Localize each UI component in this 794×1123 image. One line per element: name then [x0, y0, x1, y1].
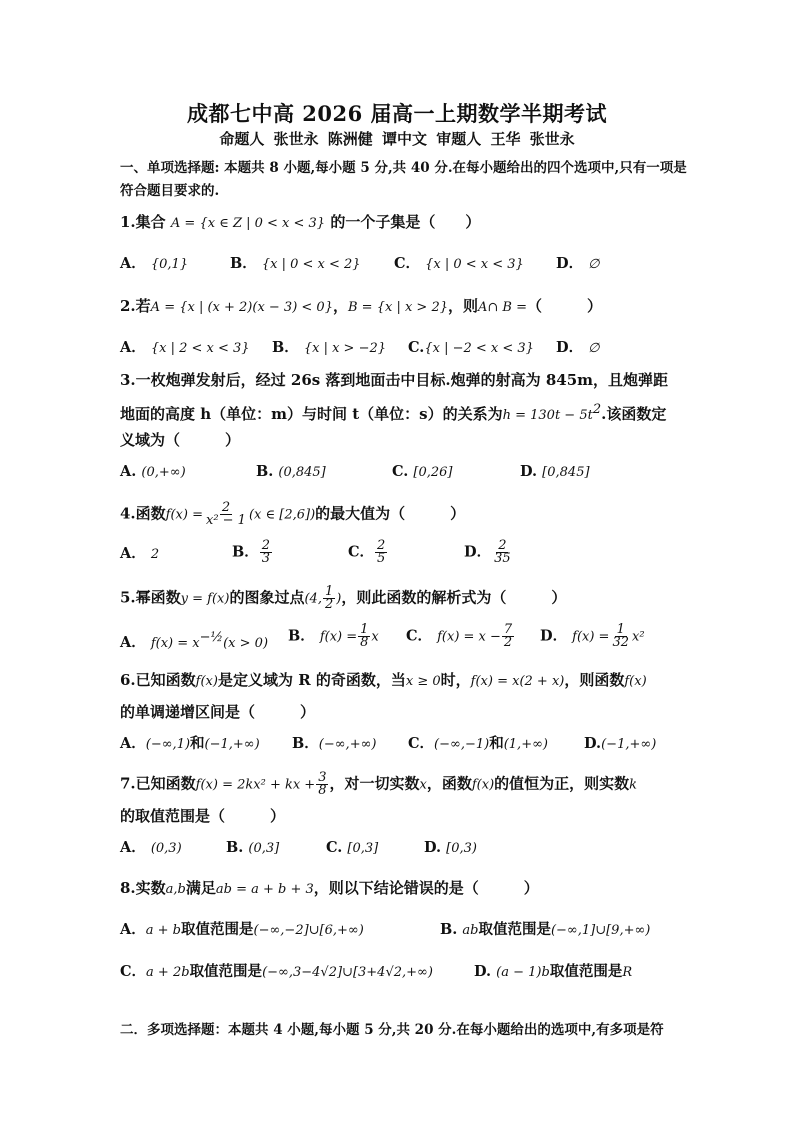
option-value: {x | −2 < x < 3}: [424, 341, 534, 356]
q3-option-d[interactable]: [520, 462, 590, 483]
q5-stem-c: ，则此函数的解析式为（ ）: [341, 588, 567, 607]
exam-title: 成都七中高 2026 届高一上期数学半期考试: [186, 101, 608, 126]
q1-set: A = {x ∈ Z | 0 < x < 3}: [170, 216, 326, 231]
option-label: C．: [348, 543, 375, 561]
q5-stem-b: 的图象过点: [229, 588, 305, 607]
fraction-numerator: 2: [498, 538, 507, 553]
fraction-numerator: 3: [318, 770, 327, 785]
option-value: (−∞,+∞): [318, 737, 377, 752]
option-value-2: (−1,+∞): [204, 737, 260, 752]
fraction-denominator: 32: [612, 635, 629, 650]
option-label: B.: [226, 839, 244, 856]
q4-fraction: [204, 502, 248, 527]
q7-option-d[interactable]: [424, 838, 477, 859]
option-text: 取值范围是: [189, 963, 263, 980]
q2-option-a[interactable]: [120, 338, 250, 359]
option-value: (0,+∞): [141, 465, 186, 480]
option-value: f(x) = x −: [437, 629, 501, 645]
option-label: D．: [464, 543, 492, 561]
q6-stem-d: ，则函数: [564, 671, 625, 689]
q1-option-a[interactable]: [120, 254, 188, 275]
q1-option-c[interactable]: [394, 254, 524, 275]
q7-stem-line2: 的取值范围是（ ）: [120, 807, 286, 825]
q6-function-ref: f(x): [624, 674, 647, 689]
q3-option-b[interactable]: [256, 462, 326, 483]
q7-stem-c: ，函数: [426, 774, 472, 793]
q8-stem: [120, 878, 539, 900]
option-label: A．: [120, 633, 146, 651]
q8-option-c[interactable]: [120, 962, 433, 983]
q2-option-b[interactable]: [272, 338, 386, 359]
q4-stem-a: 4.函数: [120, 504, 166, 523]
q3-option-c[interactable]: [392, 462, 453, 483]
option-fraction: [358, 624, 370, 649]
q5-point-open: (4,: [304, 591, 322, 607]
q4-option-a[interactable]: [120, 544, 159, 565]
q5-stem: [120, 586, 566, 611]
option-label: C．: [408, 735, 435, 752]
exam-authors: 命题人 张世永 陈洲健 谭中文 审题人 王华 张世永: [219, 130, 575, 148]
option-label: D．: [556, 255, 584, 272]
option-label: B．: [288, 627, 315, 645]
q7-stem-line1: [120, 772, 637, 797]
section1-heading-line1: 一、单项选择题: 本题共 8 小题,每小题 5 分,共 40 分.在每小题给出的四个选项中,只有一项是: [120, 160, 687, 176]
q2-stem-c: （ ）: [527, 297, 603, 315]
q1-stem-a: 1.集合: [120, 213, 166, 231]
q1-option-d[interactable]: [556, 254, 599, 275]
option-text: 取值范围是: [478, 921, 551, 938]
q8-stem-a: 8.实数: [120, 879, 166, 897]
option-label: A．: [120, 339, 146, 356]
fraction-denominator: 5: [377, 551, 386, 566]
q4-option-b[interactable]: [232, 540, 273, 565]
q6-stem-line1: [120, 670, 647, 692]
option-value: ∅: [588, 257, 600, 272]
option-label: D.: [474, 963, 492, 980]
q4-option-c[interactable]: [348, 540, 388, 565]
q6-option-b[interactable]: [292, 734, 377, 755]
section2-heading: 二．多项选择题：本题共 4 小题,每小题 5 分,共 20 分.在每小题给出的选项中,有多项是符: [120, 1022, 664, 1038]
q8-option-b[interactable]: [440, 920, 650, 941]
q7-option-b[interactable]: [226, 838, 279, 859]
fraction-denominator: x² − 1: [205, 513, 246, 528]
q6-condition: x ≥ 0: [405, 674, 441, 689]
option-text: 取值范围是: [549, 963, 623, 980]
option-expression: a + 2b: [146, 965, 190, 980]
q6-option-a[interactable]: [120, 734, 260, 755]
fraction-denominator: 2: [503, 635, 513, 650]
option-label: C.: [392, 463, 409, 480]
fraction-denominator: 3: [261, 551, 271, 566]
q5-option-c[interactable]: [406, 624, 515, 649]
q2-set-b: B = {x | x > 2}: [348, 300, 448, 315]
option-fraction: [502, 624, 514, 649]
q1-stem-b: 的一个子集是（ ）: [330, 213, 481, 231]
option-value: (−1,+∞): [601, 737, 657, 752]
option-value: [0,26]: [413, 465, 453, 480]
q3-stem-line1: 3.一枚炮弹发射后，经过 26s 落到地面击中目标.炮弹的射高为 845m，且炮弹距: [120, 371, 669, 389]
option-value: (−∞,1): [145, 737, 191, 752]
q2-set-a: A = {x | (x + 2)(x − 3) < 0}: [150, 300, 333, 315]
q1-stem: [120, 212, 480, 234]
q7-stem-d: 的值恒为正，则实数: [494, 774, 630, 793]
option-label: B.: [256, 463, 274, 480]
option-value: (−∞,1]∪[9,+∞): [550, 923, 651, 938]
q8-variables: a,b: [165, 882, 186, 897]
option-label: C．: [394, 255, 421, 272]
option-label: B．: [232, 543, 259, 561]
q5-point-fraction: [323, 586, 335, 611]
option-label: B．: [272, 339, 299, 356]
option-label: A．: [120, 545, 146, 562]
option-value: {x | 2 < x < 3}: [150, 341, 250, 356]
q7-function: f(x) = 2kx² + kx +: [195, 777, 316, 793]
q6-stem-a: 6.已知函数: [120, 671, 196, 689]
q1-option-b[interactable]: [230, 254, 361, 275]
option-label: B．: [292, 735, 319, 752]
q3-stem-a: 地面的高度 h（单位：m）与时间 t（单位：s）的关系为: [120, 405, 503, 423]
option-label: D.: [520, 463, 538, 480]
option-value-tail: x: [371, 629, 379, 645]
option-fraction: [610, 624, 631, 649]
option-fraction: [260, 540, 272, 565]
fraction-numerator: 2: [377, 538, 386, 553]
q7-function-ref: f(x): [471, 777, 495, 793]
q6-stem-b: 是定义域为 R 的奇函数，当: [217, 671, 406, 689]
option-value: (−∞,−2]∪[6,+∞): [253, 923, 364, 938]
option-value: (0,3): [150, 841, 182, 856]
q3-stem-line2: [120, 400, 666, 426]
option-value: (0,3]: [248, 841, 280, 856]
q5-option-b[interactable]: [288, 624, 379, 649]
q8-stem-b: 满足: [185, 879, 216, 897]
q5-stem-a: 5.幂函数: [120, 588, 181, 607]
q6-stem-c: 时，: [440, 671, 471, 689]
option-value: f(x) =: [319, 629, 358, 645]
fraction-denominator: 2: [324, 597, 334, 612]
option-exponent: −½: [199, 630, 224, 645]
q6-option-c[interactable]: [408, 734, 548, 755]
option-value: [0,3): [446, 841, 477, 856]
option-value: f(x) = x: [150, 635, 200, 651]
q6-function: f(x): [195, 674, 218, 689]
q7-variable-k: k: [629, 777, 638, 793]
q2-intersection: A∩ B =: [478, 300, 528, 315]
q8-option-a[interactable]: [120, 920, 364, 941]
fraction-numerator: 1: [324, 584, 334, 599]
option-value: {x | 0 < x < 2}: [261, 257, 361, 272]
q5-option-d[interactable]: [540, 624, 645, 649]
q3-exponent: 2: [592, 402, 602, 417]
q4-stem-b: 的最大值为（ ）: [315, 504, 466, 523]
option-value: f(x) =: [572, 629, 610, 645]
option-expression: (a − 1)b: [496, 965, 550, 980]
option-label: D．: [556, 339, 584, 356]
option-label: C.: [408, 339, 425, 356]
option-label: C．: [406, 627, 433, 645]
q4-function: f(x) =: [165, 507, 203, 523]
option-text: 取值范围是: [181, 921, 254, 938]
q6-stem-line2: 的单调递增区间是（ ）: [120, 703, 316, 721]
q2-stem: [120, 296, 602, 318]
q4-stem: [120, 502, 465, 527]
option-label: D．: [540, 627, 568, 645]
option-label: A．: [120, 839, 146, 856]
option-fraction: [375, 540, 387, 565]
q2-option-d[interactable]: [556, 338, 599, 359]
option-value: (−∞,3−4√2]∪[3+4√2,+∞): [262, 965, 433, 980]
option-value: (0,845]: [278, 465, 326, 480]
option-value: 2: [150, 547, 160, 562]
fraction-numerator: 2: [261, 538, 271, 553]
fraction-numerator: 1: [360, 622, 369, 637]
q5-function: y = f(x): [180, 591, 230, 607]
option-label: A．: [120, 255, 146, 272]
q6-definition: f(x) = x(2 + x): [470, 674, 565, 689]
fraction-numerator: 2: [221, 500, 231, 515]
option-value: (−∞,−1): [434, 737, 490, 752]
option-expression: a + b: [145, 923, 181, 938]
fraction-denominator: 35: [494, 551, 511, 566]
option-label: A.: [120, 463, 137, 480]
q2-separator: ，: [332, 297, 348, 315]
q7-option-a[interactable]: [120, 838, 182, 859]
q6-option-d[interactable]: [584, 734, 656, 755]
option-value-2: (1,+∞): [503, 737, 548, 752]
option-label: D.: [584, 735, 602, 752]
option-connector: 和: [190, 735, 205, 752]
q7-stem-a: 7.已知函数: [120, 774, 196, 793]
option-value: ∅: [588, 341, 600, 356]
section1-heading-line2: 符合题目要求的.: [120, 183, 220, 199]
q8-option-d[interactable]: [474, 962, 632, 983]
option-connector: 和: [489, 735, 504, 752]
q4-option-d[interactable]: [464, 540, 514, 565]
fraction-denominator: 8: [318, 783, 327, 798]
q5-option-a[interactable]: [120, 628, 268, 654]
option-condition: (x > 0): [223, 635, 269, 651]
option-value: {0,1}: [150, 257, 189, 272]
q3-option-a[interactable]: [120, 462, 186, 483]
q3-stem-b: .该函数定: [601, 405, 667, 423]
q2-option-c[interactable]: [408, 338, 534, 359]
q5-point-close: ): [336, 591, 342, 607]
q8-condition: ab = a + b + 3: [215, 882, 314, 897]
option-label: B．: [230, 255, 257, 272]
option-label: C.: [326, 839, 343, 856]
q7-stem-b: ，对一切实数: [329, 774, 420, 793]
q7-variable-x: x: [419, 777, 427, 793]
q8-stem-c: ，则以下结论错误的是（ ）: [313, 879, 539, 897]
fraction-denominator: 8: [360, 635, 369, 650]
q3-stem-line3: 义域为（ ）: [120, 431, 241, 449]
q3-height-formula: h = 130t − 5t: [502, 408, 593, 423]
option-value: {x | 0 < x < 3}: [425, 257, 524, 272]
option-value: [0,845]: [542, 465, 590, 480]
q2-stem-b: ，则: [448, 297, 479, 315]
option-label: B.: [440, 921, 458, 938]
q7-fraction: [316, 772, 328, 797]
fraction-numerator: 1: [616, 622, 625, 637]
q2-stem-a: 2.若: [120, 297, 151, 315]
option-value: [0,3]: [347, 841, 379, 856]
option-fraction: [492, 540, 513, 565]
option-label: A．: [120, 921, 146, 938]
option-value: R: [622, 965, 633, 980]
option-label: C．: [120, 963, 147, 980]
option-label: D.: [424, 839, 442, 856]
option-label: A．: [120, 735, 146, 752]
option-value: {x | x > −2}: [303, 341, 386, 356]
q4-domain: (x ∈ [2,6]): [248, 507, 316, 523]
fraction-numerator: 7: [503, 622, 513, 637]
q7-option-c[interactable]: [326, 838, 378, 859]
option-value-tail: x²: [632, 629, 645, 645]
option-expression: ab: [462, 923, 479, 938]
